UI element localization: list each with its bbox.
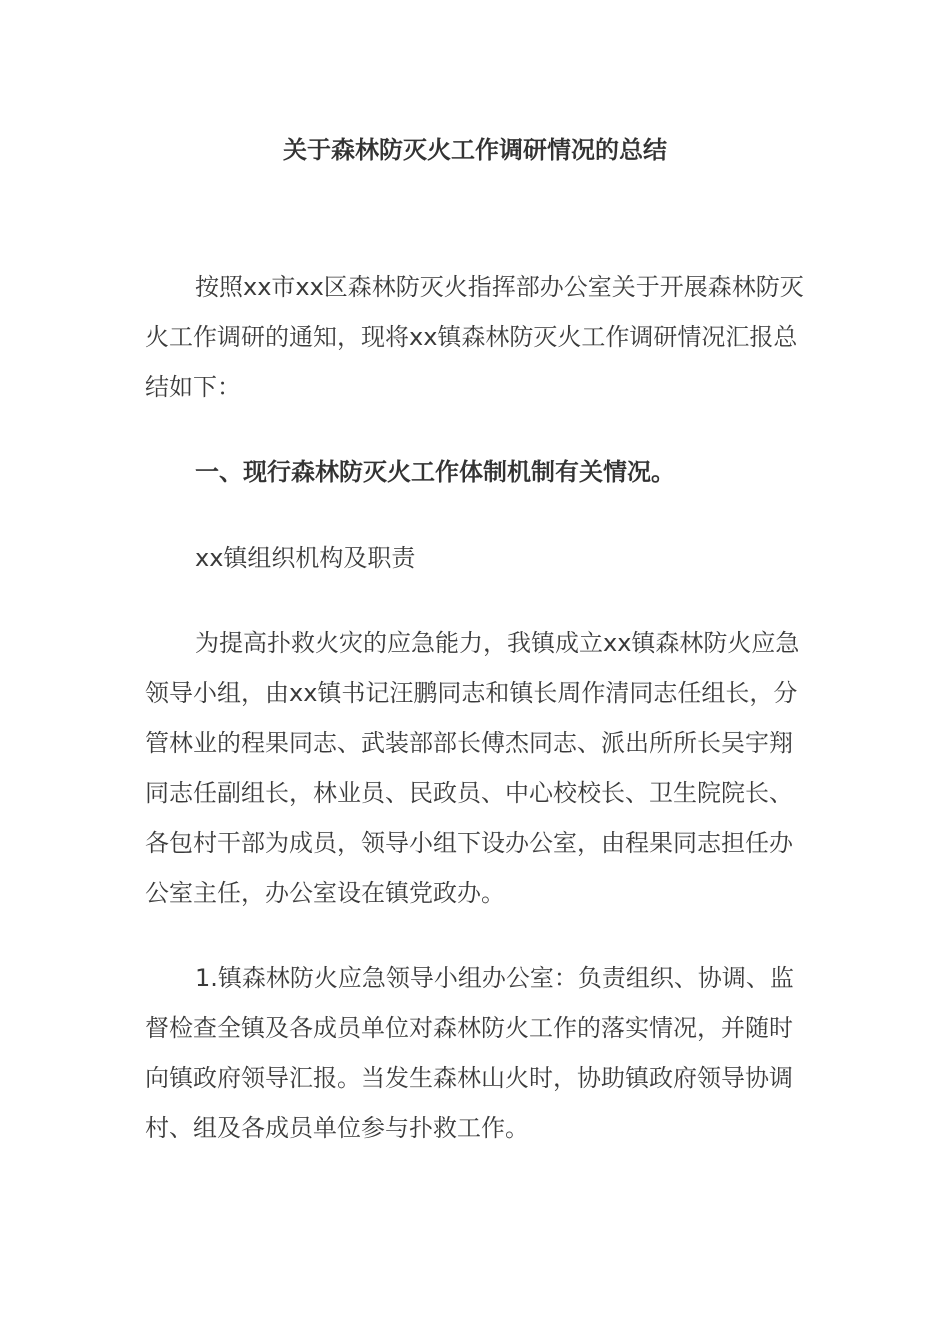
section-heading: 一、现行森林防灭火工作体制机制有关情况。 [195,458,675,486]
subheading: xx镇组织机构及职责 [195,544,416,572]
body-paragraph: 为提高扑救火灾的应急能力，我镇成立xx镇森林防火应急领导小组，由xx镇书记汪鹏同志和镇长周作清同志任组长，分管林业的程果同志、武装部部长傅杰同志、派出所所长吴宇翔同志任副组长，林业员、民政员、中心校校长、卫生院院长、各包村干部为成员，领导小组下设办公室，由程果同志担任办公室主任，办公室设在镇党政办。 [145,629,800,907]
intro-paragraph: 按照xx市xx区森林防灭火指挥部办公室关于开展森林防灭火工作调研的通知，现将xx镇森林防灭火工作调研情况汇报总结如下： [145,273,804,401]
body-paragraph: 1.镇森林防火应急领导小组办公室：负责组织、协调、监督检查全镇及各成员单位对森林防火工作的落实情况，并随时向镇政府领导汇报。当发生森林山火时，协助镇政府领导协调村、组及各成员单位参与扑救工作。 [145,964,794,1142]
document-title: 关于森林防灭火工作调研情况的总结 [283,136,667,164]
